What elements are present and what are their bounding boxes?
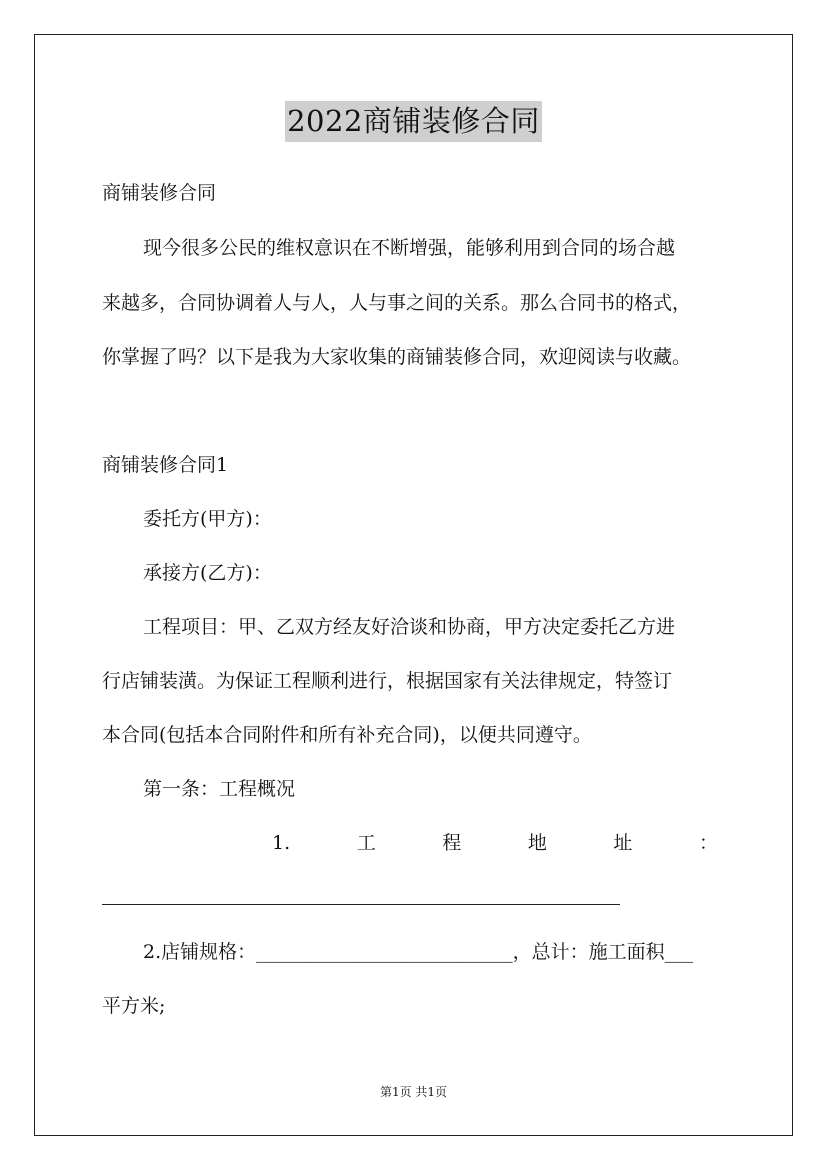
- article-one-heading: 第一条：工程概况: [143, 778, 296, 800]
- address-token-3: 程: [442, 832, 462, 854]
- address-line: [272, 831, 718, 855]
- project-line-1: 工程项目：甲、乙双方经友好洽谈和协商，甲方决定委托乙方进: [143, 616, 676, 638]
- address-token-4: 地: [527, 832, 547, 854]
- address-token-2: 工: [356, 832, 376, 854]
- document-title-wrap: [0, 101, 827, 142]
- document-title: 2022商铺装修合同: [285, 101, 542, 142]
- page-footer: 第1页 共1页: [379, 1085, 448, 1099]
- address-token-1: 1.: [272, 832, 291, 854]
- party-a-line: 委托方(甲方)：: [143, 508, 272, 530]
- project-line-2: 行店铺装潢。为保证工程顺利进行，根据国家有关法律规定，特签订: [102, 670, 673, 692]
- contract-heading: 商铺装修合同1: [102, 454, 229, 476]
- subtitle: 商铺装修合同: [102, 182, 217, 204]
- intro-text-1: 现今很多公民的维权意识在不断增强，能够利用到合同的场合越: [143, 237, 676, 259]
- address-token-6: ：: [698, 832, 718, 854]
- intro-line-3: 你掌握了吗？以下是我为大家收集的商铺装修合同，欢迎阅读与收藏。: [102, 346, 692, 368]
- intro-line-1: [102, 236, 724, 260]
- intro-line-2: 来越多，合同协调着人与人，人与事之间的关系。那么合同书的格式，: [102, 292, 692, 314]
- party-b-line: 承接方(乙方)：: [143, 562, 272, 584]
- project-line-3: 本合同(包括本合同附件和所有补充合同)，以便共同遵守。: [102, 724, 592, 746]
- address-fill-blank: [102, 904, 620, 905]
- spec-line: 2.店铺规格：___________________________，总计：施工面积___: [143, 941, 694, 963]
- address-token-5: 址: [613, 832, 633, 854]
- spec-unit-line: 平方米;: [102, 995, 166, 1017]
